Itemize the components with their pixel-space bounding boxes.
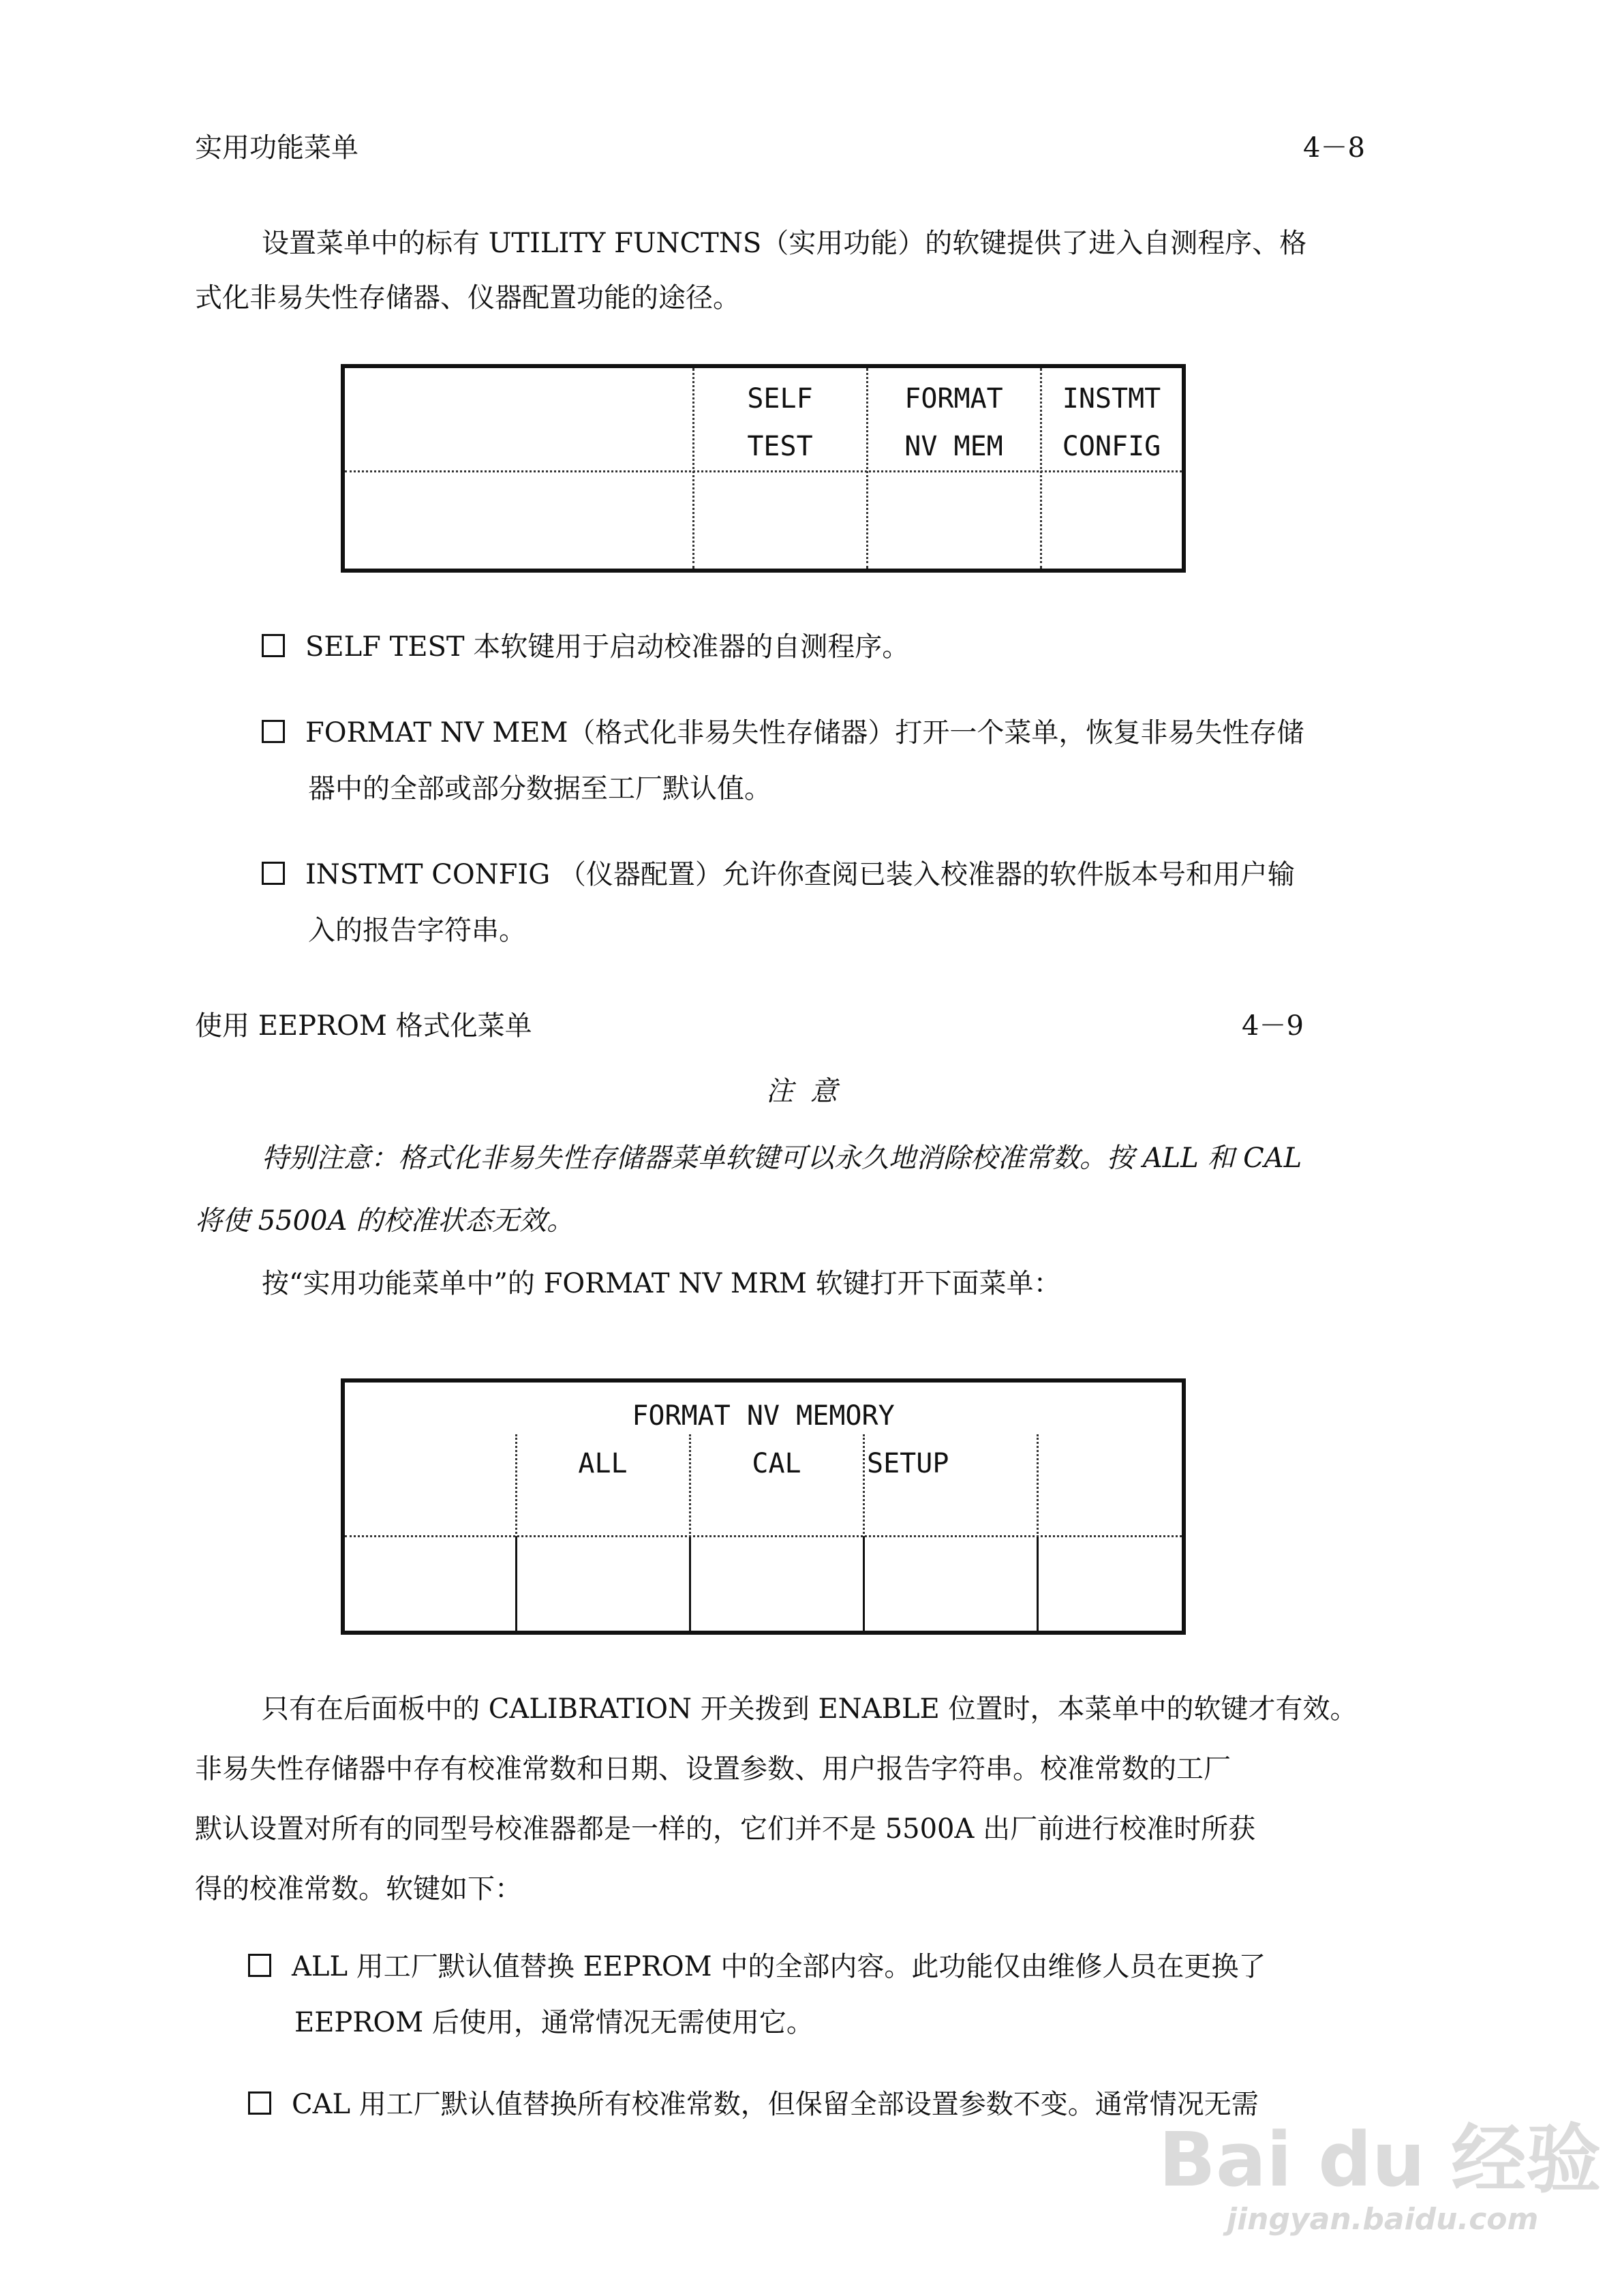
menu-divider (345, 470, 1182, 472)
intro-line: 设置菜单中的标有 UTILITY FUNCTNS（实用功能）的软键提供了进入自测程序、格 (262, 228, 1307, 259)
softkey-setup: SETUP (867, 1448, 949, 1479)
utility-softkey-menu (341, 364, 1186, 573)
softkey-instmt-config: INSTMT CONFIG (1062, 383, 1161, 462)
section-number: 4－8 (1303, 132, 1365, 164)
list-item: ALL 用工厂默认值替换 EEPROM 中的全部内容。此功能仅由维修人员在更换了 (248, 1935, 1266, 1999)
baidu-watermark: Bai du 经验 (1159, 2116, 1602, 2203)
checkbox-icon (248, 2091, 271, 2115)
menu-separator (1037, 1537, 1039, 1631)
menu-separator (863, 1537, 865, 1631)
checkbox-icon (262, 634, 285, 657)
softkey-cal: CAL (752, 1448, 801, 1479)
caution-line: 特别注意：格式化非易失性存储器菜单软键可以永久地消除校准常数。按 ALL 和 CAL (262, 1143, 1302, 1174)
format-nv-memory-menu (341, 1378, 1186, 1635)
checkbox-icon (262, 720, 285, 743)
list-item-continuation: 器中的全部或部分数据至工厂默认值。 (308, 773, 771, 804)
section-number: 4－9 (1242, 1010, 1304, 1042)
caution-line: 将使 5500A 的校准状态无效。 (195, 1205, 575, 1237)
menu-title: FORMAT NV MEMORY (632, 1400, 895, 1432)
paragraph-line: 非易失性存储器中存有校准常数和日期、设置参数、用户报告字符串。校准常数的工厂 (195, 1753, 1231, 1785)
softkey-format-nv-mem: FORMAT NV MEM (904, 383, 1003, 462)
softkey-all: ALL (578, 1448, 628, 1479)
list-item-continuation: 入的报告字符串。 (308, 915, 526, 946)
paragraph-line: 默认设置对所有的同型号校准器都是一样的，它们并不是 5500A 出厂前进行校准时所获 (195, 1813, 1256, 1845)
menu-separator (1037, 1434, 1039, 1550)
section-title: 使用 EEPROM 格式化菜单 (195, 1010, 532, 1042)
paragraph-line: 得的校准常数。软键如下： (195, 1873, 522, 1905)
checkbox-icon (262, 862, 285, 885)
list-item-continuation: EEPROM 后使用，通常情况无需使用它。 (294, 2007, 814, 2038)
list-item: SELF TEST 本软键用于启动校准器的自测程序。 (262, 615, 909, 679)
caution-title: 注 意 (766, 1076, 842, 1107)
menu-separator (515, 1537, 517, 1631)
menu-separator (689, 1537, 691, 1631)
paragraph-line: 只有在后面板中的 CALIBRATION 开关拨到 ENABLE 位置时，本菜单中的软键才有效。 (262, 1693, 1358, 1725)
watermark-url: jingyan.baidu.com (1227, 2202, 1539, 2237)
checkbox-icon (248, 1954, 271, 1977)
menu-divider (345, 1535, 1182, 1537)
list-item: CAL 用工厂默认值替换所有校准常数，但保留全部设置参数不变。通常情况无需 (248, 2072, 1259, 2136)
instruction-line: 按“实用功能菜单中”的 FORMAT NV MRM 软键打开下面菜单： (262, 1268, 1061, 1299)
softkey-self-test: SELF TEST (747, 383, 813, 462)
list-item: FORMAT NV MEM（格式化非易失性存储器）打开一个菜单，恢复非易失性存储 (262, 701, 1304, 765)
intro-line: 式化非易失性存储器、仪器配置功能的途径。 (195, 282, 740, 314)
section-title: 实用功能菜单 (195, 132, 358, 164)
list-item: INSTMT CONFIG （仪器配置）允许你查阅已装入校准器的软件版本号和用户输 (262, 843, 1295, 907)
